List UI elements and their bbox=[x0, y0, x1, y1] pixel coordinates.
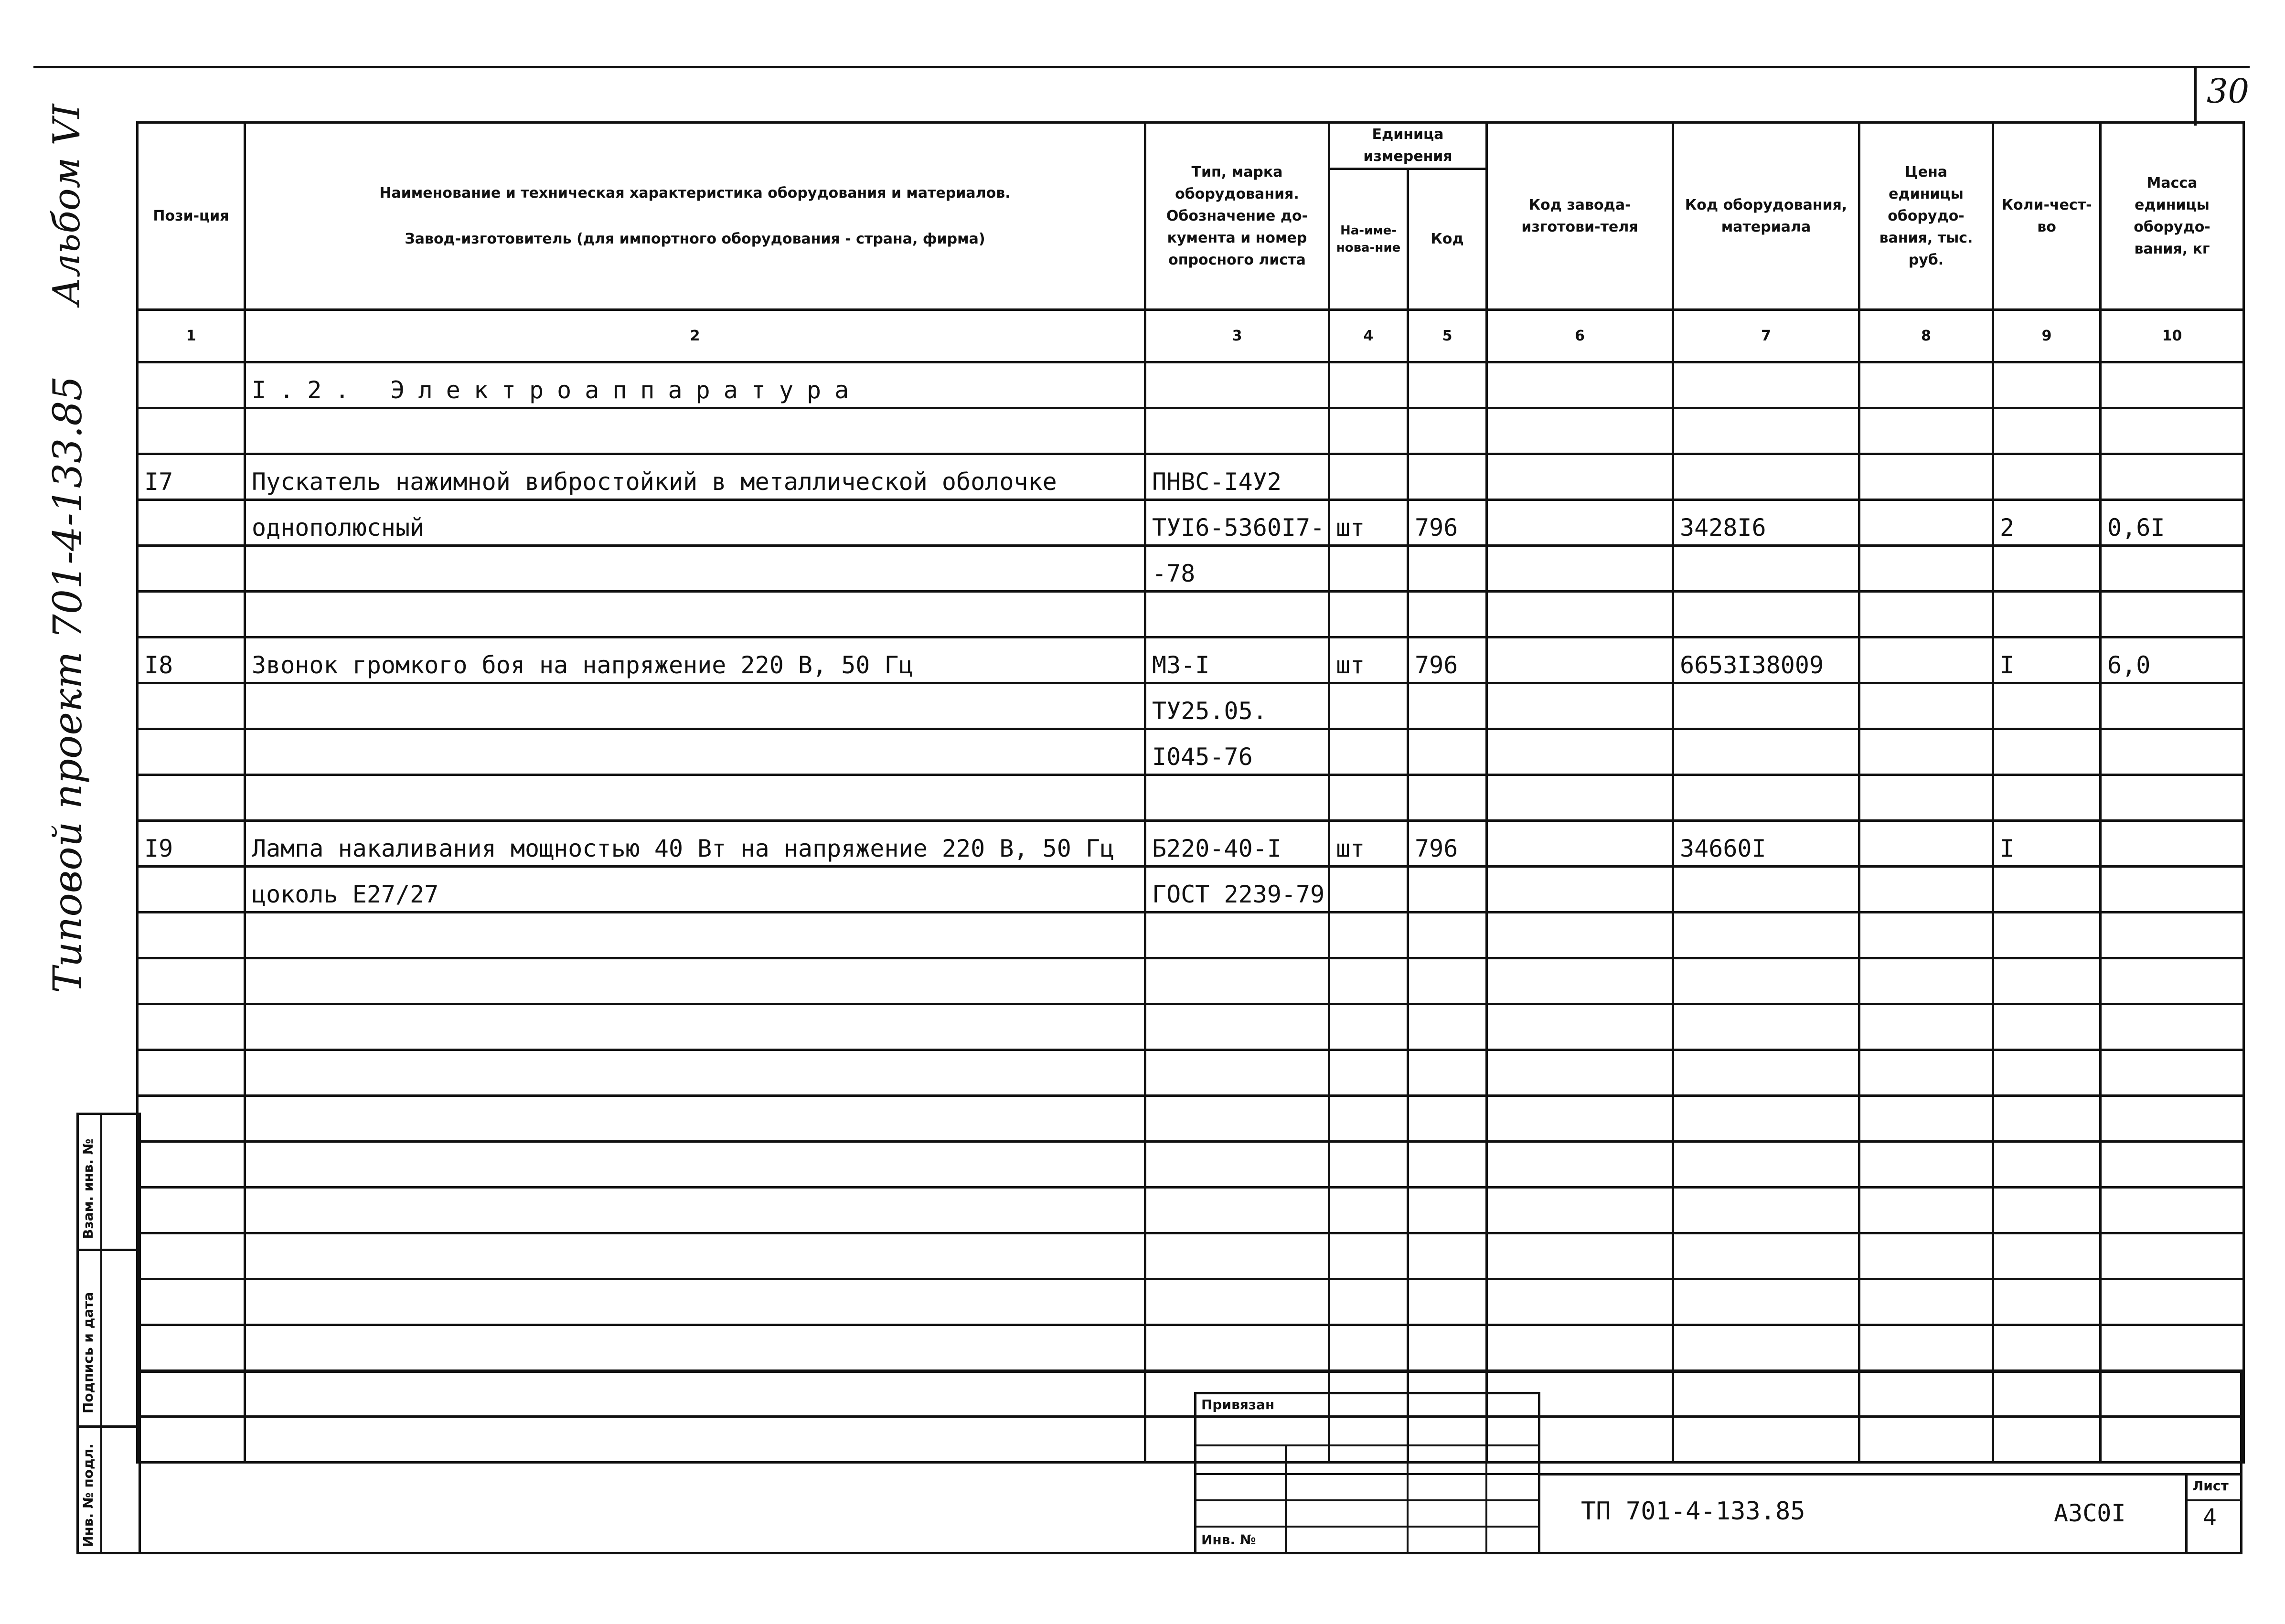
header-name: Наименование и техническая характеристика оборудования и материалов. Завод-изготовитель (для импортного оборудования - страна, фирма) bbox=[245, 123, 1145, 310]
quantity-cell: I bbox=[1993, 637, 2101, 683]
header-price: Цена единицы оборудо-вания, тыс. руб. bbox=[1859, 123, 1993, 310]
unit-code-cell bbox=[1408, 592, 1487, 637]
mass-cell bbox=[2101, 729, 2244, 775]
blank-row bbox=[138, 1233, 2244, 1279]
name-cell bbox=[245, 546, 1145, 592]
top-frame-line bbox=[33, 66, 2250, 68]
blank-cell bbox=[1859, 1142, 1993, 1188]
position-cell: I7 bbox=[138, 454, 245, 500]
album-label: Альбом VI bbox=[45, 104, 88, 306]
type-cell: ПНВС-I4У2 bbox=[1145, 454, 1329, 500]
blank-row bbox=[138, 1279, 2244, 1325]
linked-vline-3 bbox=[1485, 1444, 1487, 1554]
col-number: 2 bbox=[245, 310, 1145, 362]
unit-cell bbox=[1329, 729, 1408, 775]
title-block bbox=[139, 1370, 2242, 1554]
blank-row bbox=[138, 1096, 2244, 1142]
header-position: Пози-ция bbox=[138, 123, 245, 310]
unit-cell bbox=[1329, 775, 1408, 821]
blank-cell bbox=[1408, 913, 1487, 958]
col-number: 10 bbox=[2101, 310, 2244, 362]
blank-cell bbox=[245, 1050, 1145, 1096]
linked-label: Привязан bbox=[1201, 1397, 1275, 1412]
price-cell bbox=[1859, 729, 1993, 775]
price-cell bbox=[1859, 683, 1993, 729]
name-cell bbox=[245, 683, 1145, 729]
blank-cell bbox=[1329, 1188, 1408, 1233]
type-cell: МЗ-I bbox=[1145, 637, 1329, 683]
equipment-code-cell: 6653I38009 bbox=[1673, 637, 1859, 683]
blank-cell bbox=[245, 1188, 1145, 1233]
unit-cell bbox=[1329, 592, 1408, 637]
blank-cell bbox=[1993, 1096, 2101, 1142]
table-row bbox=[138, 546, 2244, 592]
section-row bbox=[138, 362, 2244, 408]
type-cell: ГОСТ 2239-79 bbox=[1145, 867, 1329, 913]
blank-cell bbox=[1673, 1142, 1859, 1188]
blank-cell bbox=[2101, 1142, 2244, 1188]
section-title: I.2. Электроаппаратура bbox=[245, 362, 1145, 408]
equipment-code-cell: 3428I6 bbox=[1673, 500, 1859, 546]
blank-cell bbox=[2101, 1004, 2244, 1050]
equipment-code-cell bbox=[1673, 867, 1859, 913]
quantity-cell bbox=[1993, 546, 2101, 592]
blank-cell bbox=[1145, 1233, 1329, 1279]
blank-cell bbox=[1993, 1188, 2101, 1233]
blank-cell bbox=[1329, 913, 1408, 958]
blank-cell bbox=[2101, 1233, 2244, 1279]
blank-cell bbox=[1859, 1188, 1993, 1233]
unit-code-cell bbox=[1408, 546, 1487, 592]
position-cell bbox=[138, 592, 245, 637]
header-unit: Единица измерения bbox=[1329, 123, 1487, 169]
side-label-sign: Подпись и дата bbox=[80, 1292, 96, 1413]
unit-cell bbox=[1329, 408, 1408, 454]
blank-cell bbox=[138, 1233, 245, 1279]
sheet-label: Лист bbox=[2192, 1478, 2229, 1494]
unit-code-cell: 796 bbox=[1408, 821, 1487, 867]
blank-cell bbox=[2101, 1050, 2244, 1096]
mass-cell bbox=[2101, 546, 2244, 592]
quantity-cell bbox=[1993, 454, 2101, 500]
blank-cell bbox=[2101, 1096, 2244, 1142]
blank-cell bbox=[1993, 1050, 2101, 1096]
blank-cell bbox=[1145, 958, 1329, 1004]
document-code: ТП 701-4-133.85 bbox=[1581, 1497, 1805, 1526]
unit-cell: шт bbox=[1329, 821, 1408, 867]
blank-cell bbox=[1487, 1050, 1673, 1096]
blank-cell bbox=[1673, 913, 1859, 958]
blank-cell bbox=[1993, 1004, 2101, 1050]
blank-cell bbox=[1487, 1004, 1673, 1050]
mass-cell bbox=[2101, 408, 2244, 454]
blank-cell bbox=[1993, 1325, 2101, 1371]
blank-cell bbox=[1487, 913, 1673, 958]
position-cell bbox=[138, 546, 245, 592]
mass-cell bbox=[2101, 867, 2244, 913]
position-cell bbox=[138, 729, 245, 775]
mass-cell: 6,0 bbox=[2101, 637, 2244, 683]
blank-cell bbox=[1859, 1325, 1993, 1371]
linked-line-3 bbox=[1194, 1499, 1540, 1501]
name-cell: Пускатель нажимной вибростойкий в металлической оболочке bbox=[245, 454, 1145, 500]
blank-cell bbox=[1408, 1050, 1487, 1096]
plant-code-cell bbox=[1487, 454, 1673, 500]
position-cell bbox=[138, 408, 245, 454]
blank-cell bbox=[1993, 913, 2101, 958]
blank-cell bbox=[1859, 913, 1993, 958]
type-cell bbox=[1145, 408, 1329, 454]
unit-code-cell bbox=[1408, 683, 1487, 729]
unit-code-cell bbox=[1408, 775, 1487, 821]
price-cell bbox=[1859, 775, 1993, 821]
blank-cell bbox=[1329, 1096, 1408, 1142]
blank-cell bbox=[1487, 1325, 1673, 1371]
header-equipment-code: Код оборудования, материала bbox=[1673, 123, 1859, 310]
name-cell: цоколь Е27/27 bbox=[245, 867, 1145, 913]
blank-cell bbox=[245, 1233, 1145, 1279]
blank-cell bbox=[138, 913, 245, 958]
position-cell bbox=[138, 867, 245, 913]
blank-cell bbox=[1145, 1142, 1329, 1188]
blank-cell bbox=[1993, 1142, 2101, 1188]
blank-cell bbox=[1329, 958, 1408, 1004]
unit-code-cell bbox=[1408, 867, 1487, 913]
blank-cell bbox=[1408, 1188, 1487, 1233]
type-cell: -78 bbox=[1145, 546, 1329, 592]
table-row bbox=[138, 821, 2244, 867]
blank-cell bbox=[1145, 1325, 1329, 1371]
quantity-cell bbox=[1993, 408, 2101, 454]
position-cell: I9 bbox=[138, 821, 245, 867]
blank-cell bbox=[1408, 958, 1487, 1004]
header-plant-code: Код завода-изготови-теля bbox=[1487, 123, 1673, 310]
equipment-code-cell bbox=[1673, 683, 1859, 729]
price-cell bbox=[1859, 821, 1993, 867]
blank-row bbox=[138, 1004, 2244, 1050]
table-row bbox=[138, 867, 2244, 913]
table-row bbox=[138, 683, 2244, 729]
blank-cell bbox=[1859, 1004, 1993, 1050]
page-number: 30 bbox=[2207, 72, 2250, 111]
blank-cell bbox=[1487, 1142, 1673, 1188]
header-mass: Масса единицы оборудо-вания, кг bbox=[2101, 123, 2244, 310]
equipment-code-cell bbox=[1673, 592, 1859, 637]
blank-cell bbox=[138, 1188, 245, 1233]
table-row bbox=[138, 500, 2244, 546]
mass-cell: 0,6I bbox=[2101, 500, 2244, 546]
header-type: Тип, марка оборудования. Обозначение до-кумента и номер опросного листа bbox=[1145, 123, 1329, 310]
blank-cell bbox=[1487, 958, 1673, 1004]
price-cell bbox=[1859, 500, 1993, 546]
equipment-code-cell bbox=[1673, 775, 1859, 821]
blank-cell bbox=[1329, 1050, 1408, 1096]
blank-cell bbox=[1145, 1096, 1329, 1142]
blank-cell bbox=[138, 1004, 245, 1050]
blank-cell bbox=[1859, 1233, 1993, 1279]
blank-cell bbox=[1329, 1142, 1408, 1188]
linked-line-1 bbox=[1194, 1444, 1540, 1446]
blank-cell bbox=[1673, 1279, 1859, 1325]
col-number: 8 bbox=[1859, 310, 1993, 362]
type-cell bbox=[1145, 592, 1329, 637]
price-cell bbox=[1859, 637, 1993, 683]
quantity-cell bbox=[1993, 775, 2101, 821]
sheet-number: 4 bbox=[2203, 1504, 2217, 1531]
equipment-code-cell bbox=[1673, 454, 1859, 500]
price-cell bbox=[1859, 592, 1993, 637]
equipment-code-cell bbox=[1673, 546, 1859, 592]
col-number: 4 bbox=[1329, 310, 1408, 362]
type-cell: Б220-40-I bbox=[1145, 821, 1329, 867]
blank-cell bbox=[2101, 913, 2244, 958]
quantity-cell bbox=[1993, 867, 2101, 913]
blank-cell bbox=[1487, 1233, 1673, 1279]
position-cell bbox=[138, 683, 245, 729]
blank-cell bbox=[138, 1325, 245, 1371]
blank-cell bbox=[245, 1142, 1145, 1188]
linked-vline-2 bbox=[1407, 1444, 1409, 1554]
plant-code-cell bbox=[1487, 775, 1673, 821]
col-number: 5 bbox=[1408, 310, 1487, 362]
name-cell bbox=[245, 592, 1145, 637]
price-cell bbox=[1859, 546, 1993, 592]
blank-cell bbox=[1673, 1096, 1859, 1142]
blank-cell bbox=[1859, 1096, 1993, 1142]
blank-cell bbox=[1145, 1050, 1329, 1096]
quantity-cell: I bbox=[1993, 821, 2101, 867]
price-cell bbox=[1859, 454, 1993, 500]
name-cell bbox=[245, 729, 1145, 775]
position-cell bbox=[138, 775, 245, 821]
project-label: Типовой проект 701-4-133.85 bbox=[45, 376, 91, 993]
blank-row bbox=[138, 958, 2244, 1004]
unit-cell: шт bbox=[1329, 637, 1408, 683]
blank-cell bbox=[1487, 1096, 1673, 1142]
blank-row bbox=[138, 1142, 2244, 1188]
unit-code-cell bbox=[1408, 454, 1487, 500]
mass-cell bbox=[2101, 821, 2244, 867]
blank-cell bbox=[1993, 1233, 2101, 1279]
table-row bbox=[138, 408, 2244, 454]
table-row bbox=[138, 775, 2244, 821]
side-inner-line bbox=[100, 1113, 102, 1554]
blank-cell bbox=[1408, 1279, 1487, 1325]
blank-cell bbox=[2101, 1279, 2244, 1325]
linked-vline-1 bbox=[1285, 1444, 1287, 1554]
linked-line-2 bbox=[1194, 1473, 1540, 1475]
code-box-top bbox=[1540, 1473, 2242, 1475]
type-cell: ТУI6-5360I7- bbox=[1145, 500, 1329, 546]
unit-cell bbox=[1329, 683, 1408, 729]
mass-cell bbox=[2101, 592, 2244, 637]
table-row bbox=[138, 729, 2244, 775]
blank-cell bbox=[1408, 1096, 1487, 1142]
name-cell: Лампа накаливания мощностью 40 Вт на напряжение 220 В, 50 Гц bbox=[245, 821, 1145, 867]
name-cell: Звонок громкого боя на напряжение 220 В, 50 Гц bbox=[245, 637, 1145, 683]
top-right-corner bbox=[2194, 68, 2197, 126]
blank-cell bbox=[245, 1325, 1145, 1371]
equipment-code-cell bbox=[1673, 729, 1859, 775]
col-number: 1 bbox=[138, 310, 245, 362]
mass-cell bbox=[2101, 454, 2244, 500]
format-code: A3C0I bbox=[2054, 1499, 2126, 1527]
col-number: 3 bbox=[1145, 310, 1329, 362]
unit-cell bbox=[1329, 867, 1408, 913]
unit-cell: шт bbox=[1329, 500, 1408, 546]
plant-code-cell bbox=[1487, 637, 1673, 683]
blank-cell bbox=[2101, 958, 2244, 1004]
equipment-code-cell bbox=[1673, 408, 1859, 454]
position-cell bbox=[138, 500, 245, 546]
price-cell bbox=[1859, 408, 1993, 454]
table-row bbox=[138, 637, 2244, 683]
blank-row bbox=[138, 913, 2244, 958]
header-unit-name: На-име-нова-ние bbox=[1329, 169, 1408, 310]
quantity-cell bbox=[1993, 729, 2101, 775]
plant-code-cell bbox=[1487, 729, 1673, 775]
name-cell: однополюсный bbox=[245, 500, 1145, 546]
blank-cell bbox=[245, 958, 1145, 1004]
blank-cell bbox=[1673, 1325, 1859, 1371]
blank-cell bbox=[1487, 1188, 1673, 1233]
col-number: 6 bbox=[1487, 310, 1673, 362]
blank-cell bbox=[138, 1050, 245, 1096]
inv-no-label: Инв. № bbox=[1201, 1532, 1256, 1548]
quantity-cell bbox=[1993, 683, 2101, 729]
unit-cell bbox=[1329, 454, 1408, 500]
blank-cell bbox=[1859, 1050, 1993, 1096]
mass-cell bbox=[2101, 683, 2244, 729]
blank-cell bbox=[245, 1004, 1145, 1050]
col-number: 7 bbox=[1673, 310, 1859, 362]
plant-code-cell bbox=[1487, 546, 1673, 592]
blank-cell bbox=[1487, 1279, 1673, 1325]
blank-cell bbox=[1145, 1279, 1329, 1325]
mass-cell bbox=[2101, 775, 2244, 821]
quantity-cell: 2 bbox=[1993, 500, 2101, 546]
plant-code-cell bbox=[1487, 821, 1673, 867]
blank-cell bbox=[138, 958, 245, 1004]
unit-code-cell: 796 bbox=[1408, 637, 1487, 683]
blank-cell bbox=[138, 1142, 245, 1188]
type-cell: ТУ25.05. bbox=[1145, 683, 1329, 729]
blank-cell bbox=[1408, 1325, 1487, 1371]
blank-cell bbox=[1673, 1050, 1859, 1096]
blank-cell bbox=[138, 1096, 245, 1142]
blank-cell bbox=[1408, 1233, 1487, 1279]
blank-row bbox=[138, 1325, 2244, 1371]
blank-cell bbox=[1145, 913, 1329, 958]
blank-cell bbox=[138, 1279, 245, 1325]
name-cell bbox=[245, 408, 1145, 454]
blank-cell bbox=[2101, 1188, 2244, 1233]
blank-cell bbox=[1329, 1004, 1408, 1050]
unit-code-cell: 796 bbox=[1408, 500, 1487, 546]
blank-cell bbox=[1993, 958, 2101, 1004]
plant-code-cell bbox=[1487, 683, 1673, 729]
blank-cell bbox=[1673, 1233, 1859, 1279]
linked-line-4 bbox=[1194, 1526, 1540, 1528]
plant-code-cell bbox=[1487, 592, 1673, 637]
blank-cell bbox=[1145, 1004, 1329, 1050]
blank-cell bbox=[1673, 1004, 1859, 1050]
sheet-box-mid bbox=[2185, 1499, 2242, 1501]
plant-code-cell bbox=[1487, 408, 1673, 454]
type-cell: I045-76 bbox=[1145, 729, 1329, 775]
plant-code-cell bbox=[1487, 867, 1673, 913]
header-quantity: Коли-чест-во bbox=[1993, 123, 2101, 310]
blank-cell bbox=[1408, 1004, 1487, 1050]
side-label-inv: Инв. № подл. bbox=[80, 1444, 96, 1547]
blank-cell bbox=[1673, 958, 1859, 1004]
blank-cell bbox=[1673, 1188, 1859, 1233]
header-unit-code: Код bbox=[1408, 169, 1487, 310]
sheet-box-left bbox=[2185, 1473, 2188, 1554]
side-label-vzam: Взам. инв. № bbox=[80, 1138, 96, 1239]
specification-table bbox=[136, 121, 2245, 1464]
blank-row bbox=[138, 1188, 2244, 1233]
blank-cell bbox=[1408, 1142, 1487, 1188]
blank-cell bbox=[1859, 958, 1993, 1004]
unit-cell bbox=[1329, 546, 1408, 592]
blank-cell bbox=[1329, 1325, 1408, 1371]
blank-cell bbox=[1329, 1233, 1408, 1279]
blank-cell bbox=[1993, 1279, 2101, 1325]
equipment-code-cell: 34660I bbox=[1673, 821, 1859, 867]
col-number: 9 bbox=[1993, 310, 2101, 362]
blank-cell bbox=[245, 913, 1145, 958]
unit-code-cell bbox=[1408, 408, 1487, 454]
blank-row bbox=[138, 1050, 2244, 1096]
blank-cell bbox=[245, 1279, 1145, 1325]
blank-cell bbox=[1145, 1188, 1329, 1233]
blank-cell bbox=[1859, 1279, 1993, 1325]
name-cell bbox=[245, 775, 1145, 821]
table-row bbox=[138, 592, 2244, 637]
price-cell bbox=[1859, 867, 1993, 913]
plant-code-cell bbox=[1487, 500, 1673, 546]
blank-cell bbox=[1329, 1279, 1408, 1325]
quantity-cell bbox=[1993, 592, 2101, 637]
blank-cell bbox=[245, 1096, 1145, 1142]
unit-code-cell bbox=[1408, 729, 1487, 775]
position-cell: I8 bbox=[138, 637, 245, 683]
table-row bbox=[138, 454, 2244, 500]
type-cell bbox=[1145, 775, 1329, 821]
blank-cell bbox=[2101, 1325, 2244, 1371]
